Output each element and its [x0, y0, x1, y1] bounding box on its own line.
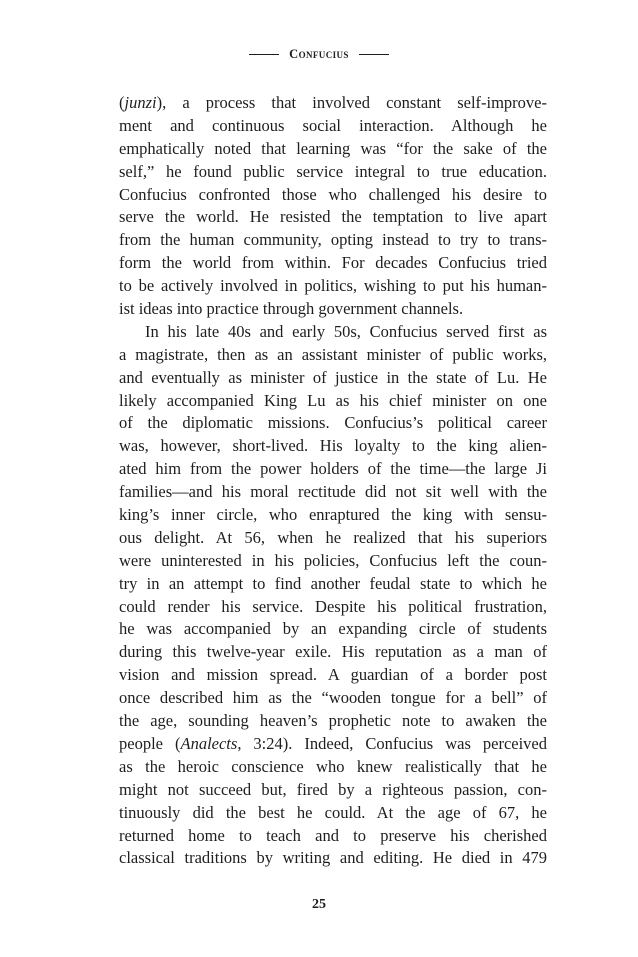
italic-term: junzi — [124, 93, 157, 112]
text-line — [119, 412, 547, 435]
text-line — [119, 344, 547, 367]
text-run: might not succeed but, fired by a righteous passion, con- — [119, 779, 547, 799]
text-run: ist ideas into practice through government channels. — [119, 299, 464, 319]
text-line — [119, 687, 547, 710]
running-head — [0, 44, 638, 64]
text-run: families—and his moral rectitude did not sit well with the — [119, 482, 547, 502]
text-line — [119, 206, 547, 229]
text-line — [119, 779, 547, 802]
text-run: were uninterested in his policies, Confucius left the coun- — [119, 550, 547, 570]
text-run: try in an attempt to find another feudal state to which he — [119, 573, 547, 593]
text-line — [119, 435, 547, 458]
text-run: , 3:24). Indeed, Confucius was perceived — [237, 733, 547, 753]
text-run: and eventually as minister of justice in the state of Lu. He — [119, 367, 547, 387]
text-line — [119, 802, 547, 825]
text-run: to be actively involved in politics, wishing to put his human- — [119, 276, 547, 296]
text-line — [119, 481, 547, 504]
text-run: a magistrate, then as an assistant minister of public works, — [119, 344, 547, 364]
text-line — [119, 527, 547, 550]
text-run: ment and continuous social interaction. Although he — [119, 115, 547, 135]
italic-term: Analects — [180, 733, 238, 753]
text-line — [119, 504, 547, 527]
text-line — [119, 275, 547, 298]
text-run: could render his service. Despite his political frustration, — [119, 596, 547, 616]
text-run: during this twelve-year exile. His reputation as a man of — [119, 642, 547, 662]
text-run: ( — [119, 93, 125, 112]
text-run: returned home to teach and to preserve his cherished — [119, 825, 547, 845]
text-line — [119, 596, 547, 619]
text-run: In his late 40s and early 50s, Confucius served first as — [145, 321, 547, 341]
running-head-title: Confucius — [289, 46, 349, 61]
text-line — [119, 847, 547, 870]
text-run: once described him as the “wooden tongue for a bell” of — [119, 688, 547, 708]
text-line — [119, 573, 547, 596]
text-line — [119, 367, 547, 390]
text-run: of the diplomatic missions. Confucius’s political career — [119, 413, 547, 433]
text-run: likely accompanied King Lu as his chief minister on one — [119, 390, 547, 410]
text-run: as the heroic conscience who knew realistically that he — [119, 756, 547, 776]
text-run: serve the world. He resisted the temptation to live apart — [119, 207, 547, 227]
text-run: people ( — [119, 733, 181, 753]
text-run: king’s inner circle, who enraptured the king with sensu- — [119, 505, 547, 525]
text-line — [119, 390, 547, 413]
text-run: the age, sounding heaven’s prophetic note to awaken the — [119, 711, 547, 731]
text-line — [119, 664, 547, 687]
text-line — [119, 321, 547, 344]
text-line — [119, 252, 547, 275]
text-run: ated him from the power holders of the time—the large Ji — [119, 459, 547, 479]
text-line — [119, 641, 547, 664]
running-head-rule-left — [249, 54, 279, 55]
text-line — [119, 710, 547, 733]
text-run: ), a process that involved constant self-improve- — [156, 93, 547, 112]
text-line — [119, 618, 547, 641]
text-run: self,” he found public service integral to true education. — [119, 161, 547, 181]
text-line — [119, 161, 547, 184]
text-line — [119, 184, 547, 207]
text-line — [119, 825, 547, 848]
text-run: was, however, short-lived. His loyalty to the king alien- — [119, 436, 547, 456]
text-line — [119, 138, 547, 161]
text-run: from the human community, opting instead to try to trans- — [119, 230, 547, 250]
text-run: tinuously did the best he could. At the age of 67, he — [119, 802, 547, 822]
text-run: emphatically noted that learning was “for the sake of the — [119, 138, 547, 158]
text-line — [119, 550, 547, 573]
text-run: vision and mission spread. A guardian of a border post — [119, 665, 547, 685]
text-line — [119, 756, 547, 779]
page-number: 25 — [312, 897, 326, 912]
text-run: Confucius confronted those who challenged his desire to — [119, 184, 547, 204]
paragraph — [119, 321, 547, 870]
body-text — [119, 92, 547, 870]
text-line — [119, 115, 547, 138]
running-head-rule-right — [359, 54, 389, 55]
paragraph — [119, 92, 547, 321]
text-line — [119, 229, 547, 252]
text-line — [119, 733, 547, 756]
text-run: classical traditions by writing and editing. He died in 479 — [119, 848, 547, 868]
text-line — [119, 298, 547, 321]
text-run: ous delight. At 56, when he realized that his superiors — [119, 527, 547, 547]
text-run: form the world from within. For decades Confucius tried — [119, 253, 547, 273]
text-run: he was accompanied by an expanding circle of students — [119, 619, 547, 639]
text-line — [119, 92, 547, 115]
text-line — [119, 458, 547, 481]
